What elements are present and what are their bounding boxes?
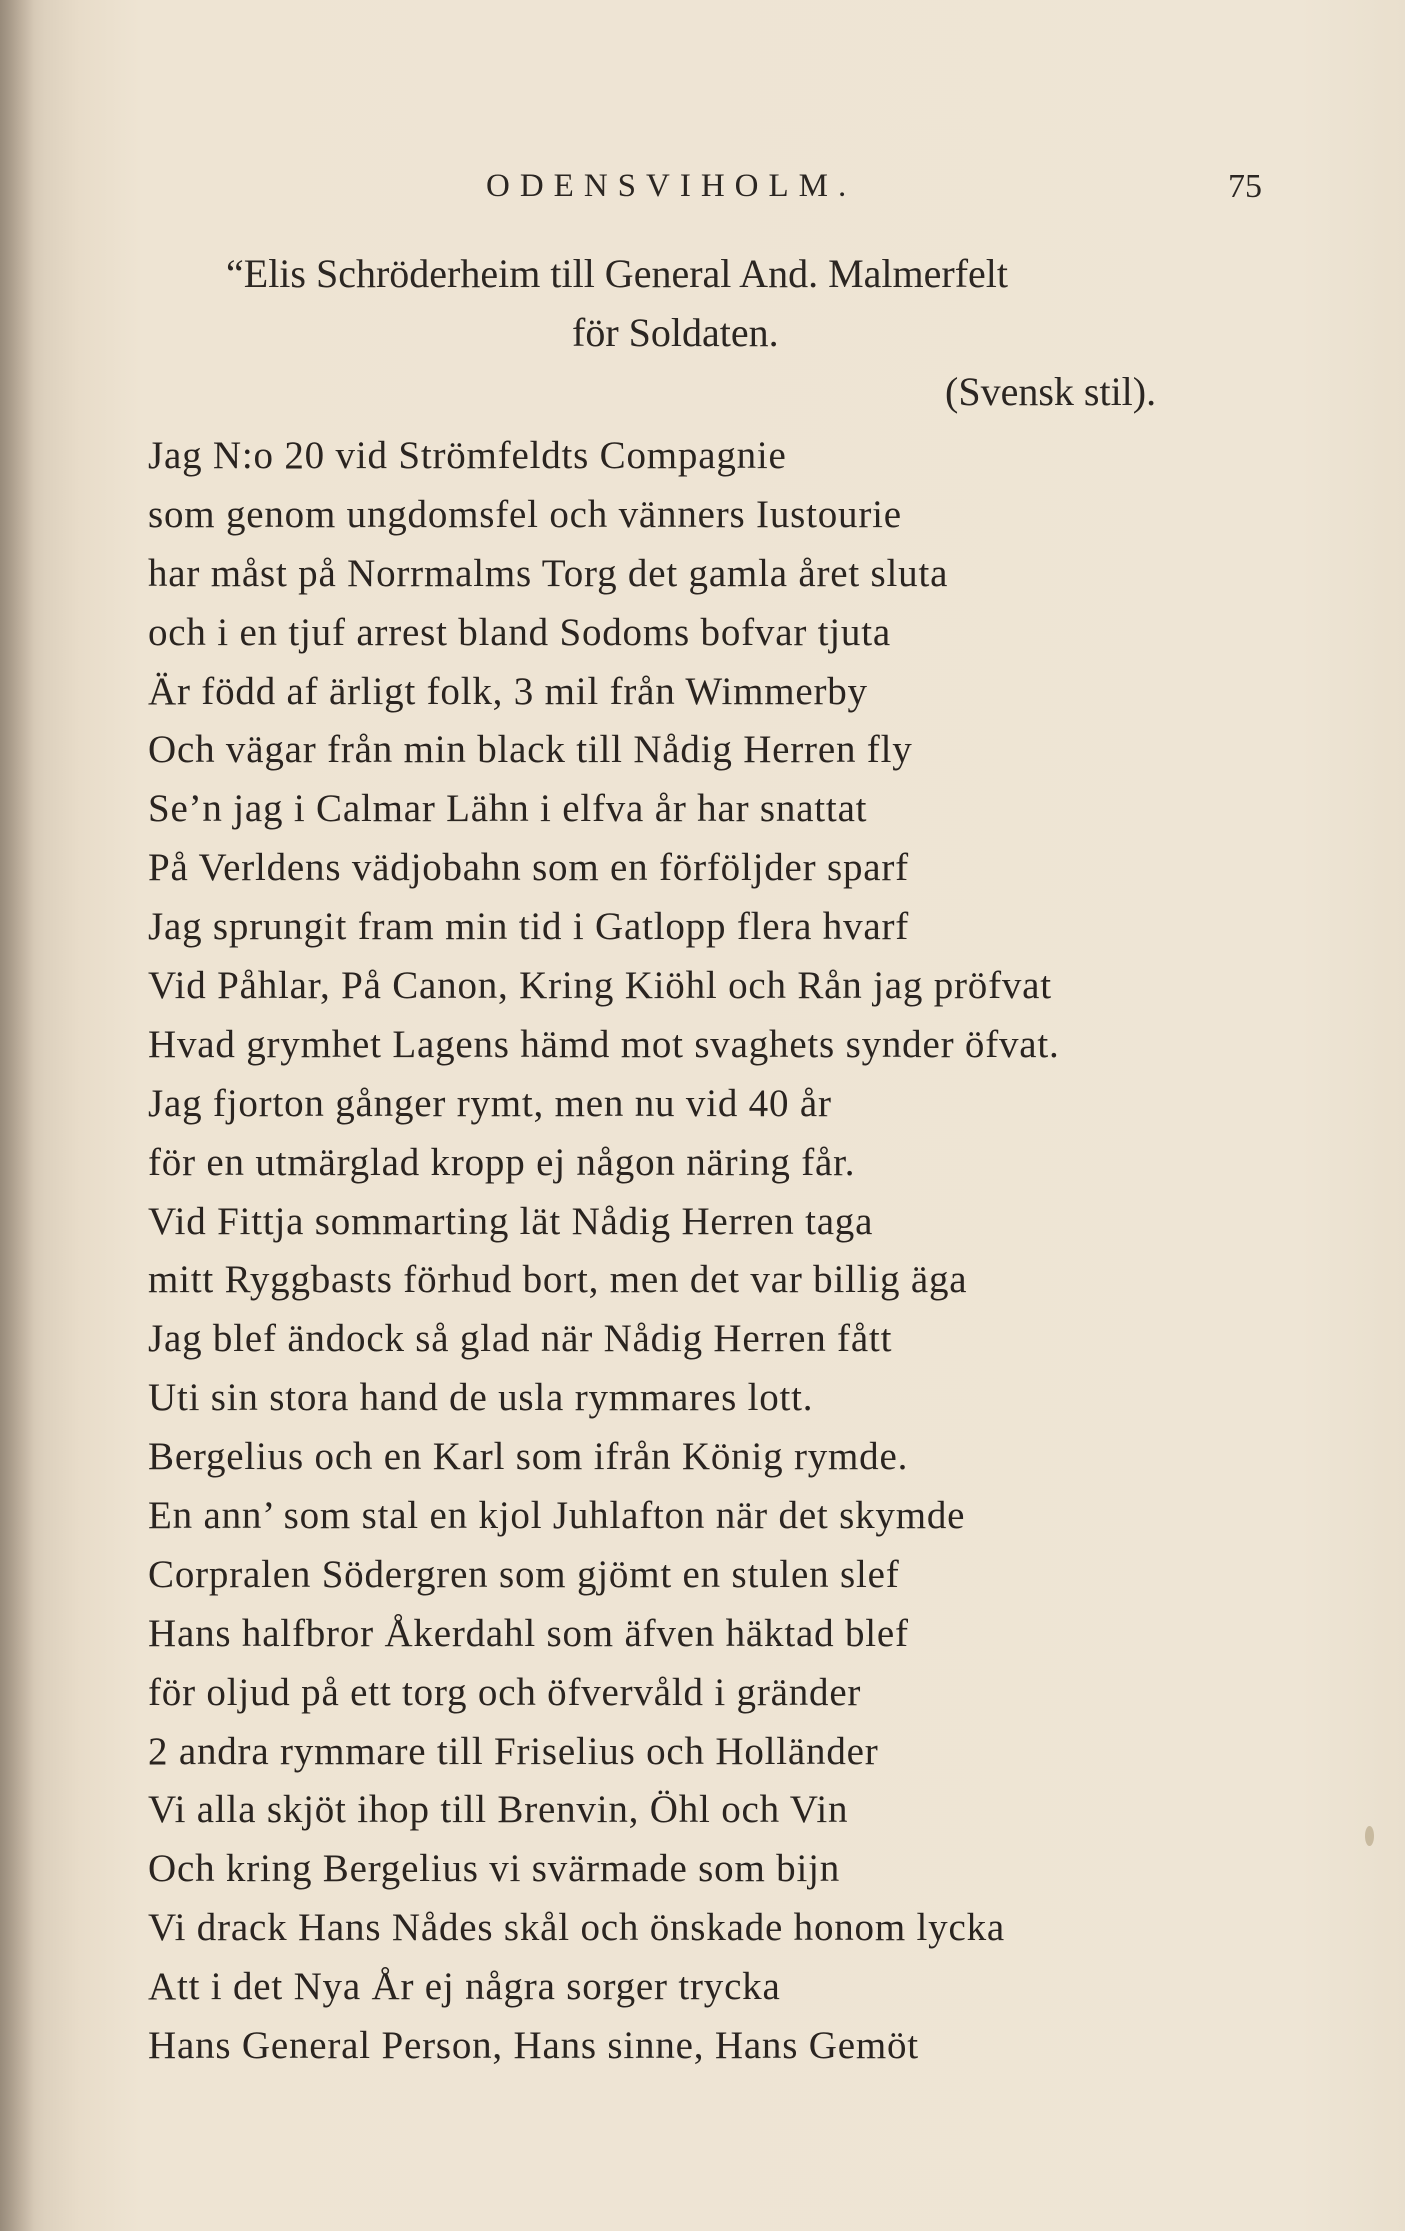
verse-line: Jag N:o 20 vid Strömfeldts Compagnie <box>148 434 787 477</box>
verse-line: Hvad grymhet Lagens hämd mot svaghets synder öfvat. <box>148 1022 1060 1066</box>
page-number: 75 <box>1228 168 1262 205</box>
verse-line: Corpralen Södergren som gjömt en stulen slef <box>148 1552 900 1596</box>
spine-shadow <box>0 0 34 2231</box>
verse-line: för en utmärglad kropp ej någon näring får. <box>148 1140 856 1184</box>
verse-line: har måst på Norrmalms Torg det gamla året sluta <box>148 551 949 595</box>
poem-subtitle: för Soldaten. <box>572 310 779 355</box>
verse-line: Är född af ärligt folk, 3 mil från Wimmerby <box>148 669 868 713</box>
verse-line: Jag fjorton gånger rymt, men nu vid 40 år <box>148 1081 832 1125</box>
verse-line: Och vägar från min black till Nådig Herren fly <box>148 728 913 772</box>
verse-line: för oljud på ett torg och öfvervåld i gränder <box>148 1670 862 1714</box>
verse-line: mitt Ryggbasts förhud bort, men det var billig äga <box>148 1258 968 1302</box>
verse-line: Bergelius och en Karl som ifrån König rymde. <box>148 1435 909 1479</box>
verse-line: Vid Fittja sommarting lät Nådig Herren taga <box>148 1199 874 1243</box>
verse-line: Att i det Nya År ej några sorger trycka <box>148 1965 781 2009</box>
verse-line: Uti sin stora hand de usla rymmares lott. <box>148 1376 814 1420</box>
verse-line: och i en tjuf arrest bland Sodoms bofvar tjuta <box>148 610 891 654</box>
verse-line: Och kring Bergelius vi svärmade som bijn <box>148 1847 841 1891</box>
verse-line: Se’n jag i Calmar Lähn i elfva år har snattat <box>148 787 868 831</box>
paper-blemish <box>1365 1826 1374 1846</box>
poem-body <box>148 427 1060 2076</box>
poem-title: “Elis Schröderheim till General And. Malmerfelt <box>226 251 1008 296</box>
verse-line: Hans halfbror Åkerdahl som äfven häktad blef <box>148 1611 909 1655</box>
verse-line: Vi drack Hans Nådes skål och önskade honom lycka <box>148 1906 1005 1950</box>
verse-line: Vid Påhlar, På Canon, Kring Kiöhl och Rån jag pröfvat <box>148 964 1052 1008</box>
verse-line: Jag blef ändock så glad när Nådig Herren fått <box>148 1317 893 1361</box>
verse-line: En ann’ som stal en kjol Juhlafton när det skymde <box>148 1494 966 1538</box>
verse-line: Jag sprungit fram min tid i Gatlopp flera hvarf <box>148 905 910 949</box>
verse-line: som genom ungdomsfel och vänners Iustourie <box>148 492 902 536</box>
verse-line: På Verldens vädjobahn som en förföljder sparf <box>148 846 909 890</box>
running-head: ODENSVIHOLM. <box>486 168 857 204</box>
verse-line: Hans General Person, Hans sinne, Hans Gemöt <box>148 2024 919 2068</box>
verse-line: Vi alla skjöt ihop till Brenvin, Öhl och Vin <box>148 1788 849 1832</box>
style-note: (Svensk stil). <box>945 369 1157 414</box>
verse-line: 2 andra rymmare till Friselius och Holländer <box>148 1729 879 1773</box>
